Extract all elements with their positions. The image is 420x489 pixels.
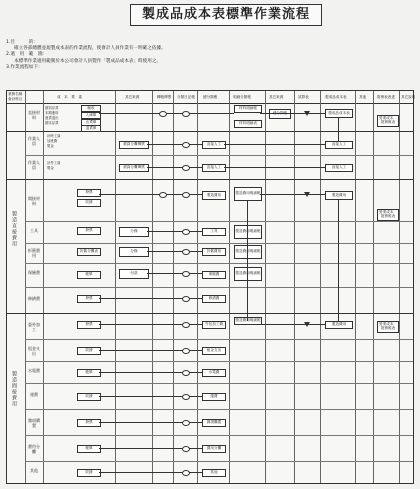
row-divider: [25, 461, 413, 462]
flow-line: [224, 144, 325, 145]
connector-dot: [182, 420, 190, 426]
row-expense-label: 費用分攤: [28, 444, 40, 454]
doc-box: 發票: [77, 295, 101, 303]
doc-box: 帳單: [77, 271, 101, 279]
voucher-box: 分錄: [119, 227, 149, 237]
section-indirect-label: 製造間接費用: [11, 371, 17, 407]
row-divider: [25, 263, 413, 264]
flow-line: [260, 324, 325, 325]
list-item: 本期進料: [45, 111, 59, 115]
intro-line-5: 3.作業流程如下：: [6, 64, 43, 70]
connector-dot: [182, 249, 190, 255]
connector-dot: [182, 394, 190, 400]
list-item: 計件工資: [47, 161, 61, 165]
ledger-box: 修繕費: [202, 295, 226, 303]
doc-box: 發票: [77, 419, 101, 427]
arrow-marker: [304, 111, 310, 116]
connector-dot: [182, 271, 190, 277]
flow-line: [147, 251, 202, 252]
table-header: [7, 91, 416, 104]
row-divider: [25, 155, 413, 156]
doc-box: 發票: [77, 321, 101, 329]
flow-line: [260, 113, 325, 114]
voucher-box: 薪資分攤傳票: [119, 141, 149, 149]
ledger-box: 材料明細表: [234, 120, 262, 128]
voucher-box: 薪資分攤傳票: [119, 164, 149, 172]
connector-dot: [182, 229, 190, 235]
header-col-ledger: 總分類帳: [203, 95, 218, 99]
doc-box: 收據: [77, 347, 101, 355]
ledger-box: 製造費用明細帳: [234, 225, 262, 239]
row-divider: [25, 339, 413, 340]
ledger-box: 外包加工費: [202, 321, 226, 329]
connector-dot: [182, 322, 190, 328]
ledger-box: 租金支出: [202, 347, 226, 355]
row-utilities-label: 水電費: [28, 368, 40, 373]
list-item: 期初存貨: [45, 106, 59, 110]
row-divider: [25, 409, 413, 410]
labor2-items: [47, 161, 61, 171]
ledger-box: 製造費用: [202, 191, 226, 200]
ledger-box: 雜項購置: [202, 419, 226, 427]
ledger-box: 運費: [202, 393, 226, 401]
flow-line: [247, 201, 248, 321]
finance-box: 營業成本．財務報表: [377, 321, 399, 333]
flow-line: [338, 199, 339, 321]
ledger-box: 製造費用明細帳: [234, 267, 262, 281]
doc-box: 帳單: [77, 445, 101, 453]
list-item: 進貨退出: [45, 116, 59, 120]
row-divider: [7, 313, 413, 314]
intro-line-1: 1.目 的：: [6, 40, 38, 45]
doc-box: 帳單: [77, 369, 101, 377]
header-corner-top: 業務名稱: [8, 92, 23, 96]
product-box: 製造費用: [325, 321, 353, 329]
connector-dot: [182, 370, 190, 376]
doc-box: 收據: [77, 469, 101, 477]
connector-dot: [182, 446, 190, 452]
ledger-box: 保險費: [202, 271, 226, 279]
row-labor1-label: 作業人員: [28, 136, 40, 146]
row-overhead-label: 間接材料: [28, 196, 40, 206]
connector-dot: [182, 111, 190, 117]
labor1-items: [47, 134, 61, 149]
row-divider: [25, 435, 413, 436]
doc-box: 入庫單: [81, 112, 101, 119]
list-item: 期末存貨: [45, 121, 59, 125]
header-col-source1: 其它來源: [125, 95, 140, 99]
flow-line: [260, 194, 325, 195]
row-repair-label: 修繕費: [28, 296, 40, 301]
ledger-box: 工具: [202, 228, 226, 236]
ledger-box: 製造費用明細帳: [234, 317, 262, 325]
list-item: 獎金: [47, 166, 54, 170]
list-item: 加班費: [47, 139, 58, 143]
ledger-box: 費用分攤: [202, 445, 226, 453]
row-outsourced-label: 委外加工: [28, 322, 40, 332]
doc-box: 驗收: [81, 105, 101, 112]
header-corner-bottom: 會計科目: [8, 97, 23, 101]
doc-box: 出貨單: [81, 119, 101, 126]
row-divider: [25, 383, 413, 384]
ledger-box: 材料明細帳: [234, 105, 262, 113]
ledger-box: 折舊費用: [202, 248, 226, 256]
row-divider: [7, 131, 413, 132]
header-col-note: 其它說明: [401, 95, 416, 99]
ledger-box: 直接人工: [202, 141, 226, 149]
row-depr-label: 折舊費用: [28, 248, 40, 258]
flow-table: [6, 90, 414, 484]
header-col-source2: 其它來源: [269, 95, 284, 99]
list-item: 獎金: [47, 144, 54, 148]
doc-box: 折舊分攤表: [77, 248, 101, 256]
flow-line: [147, 273, 202, 274]
connector-dot: [182, 142, 190, 148]
header-col-cost: 成 本 要 素: [57, 95, 83, 99]
doc-box: 收據: [77, 199, 101, 207]
product-box: 直接人工: [325, 164, 353, 172]
row-misc-label: 雜項購置: [28, 418, 40, 428]
flow-line: [147, 167, 202, 168]
voucher-box: 分錄: [119, 247, 149, 257]
row-divider: [25, 287, 413, 288]
header-col-voucher: 轉帳傳票: [157, 95, 172, 99]
header-col-trial: 試算表: [298, 95, 309, 99]
ledger-box: 直接人工: [202, 164, 226, 172]
connector-dot: [182, 192, 190, 198]
document-title: 製成品成本表標準作業流程: [130, 4, 322, 26]
intro-line-4: 本標準作業適用範圍於本公司會計人員製作「製成品成本表」時使用之。: [14, 58, 162, 64]
product-box: 直接人工: [325, 141, 353, 149]
flow-line: [147, 144, 202, 145]
connector-dot: [182, 470, 190, 476]
ledger-box: 其他: [202, 469, 226, 477]
list-item: 計時工資: [47, 134, 61, 138]
ledger-box: 製造費用明細帳: [234, 187, 262, 201]
finance-box: 營業成本．財務報表: [377, 209, 399, 221]
header-col-product: 製成品成本表: [325, 95, 347, 99]
row-rent-label: 租金支出: [28, 346, 40, 356]
connector-dot: [182, 296, 190, 302]
row-insurance-label: 保險費: [28, 270, 40, 275]
row-freight-label: 運費: [30, 392, 38, 397]
flow-line: [224, 167, 325, 168]
row-tools-label: 工具: [30, 228, 38, 233]
doc-box: 退貨單: [81, 125, 101, 132]
header-col-subledger: 明細分類帳: [233, 95, 251, 99]
flow-line: [338, 117, 339, 141]
connector-dot: [182, 165, 190, 171]
ledger-box: 水電費: [202, 369, 226, 377]
arrow-marker: [304, 322, 310, 327]
finance-box: 營業成本．財務報表: [377, 115, 399, 127]
connector-dot: [159, 192, 167, 198]
row-labor2-label: 作業人員: [28, 160, 40, 170]
product-box: 製造費用: [325, 191, 353, 200]
intro-line-3: 2.適 用 範 圍：: [6, 52, 48, 58]
doc-box: 收據: [77, 393, 101, 401]
voucher-box: 付款: [119, 269, 149, 279]
header-col-finance: 財務表表達: [377, 95, 395, 99]
header-col-other: 其他: [359, 95, 367, 99]
product-box: 製成品成本表: [325, 109, 353, 118]
row-divider: [7, 179, 413, 180]
ledger-box: 總分類帳: [269, 109, 291, 119]
intro-line-2: 確立各部總體並規製成本表的作業流程，使會計人員作業有一明確之依據。: [14, 46, 166, 52]
section-direct-label: 製造直接費用: [11, 211, 17, 247]
row-divider: [25, 221, 413, 222]
material-items: [45, 106, 59, 126]
arrow-marker: [304, 192, 310, 197]
doc-box: 發票: [77, 189, 101, 197]
row-other-label: 其他: [30, 468, 38, 473]
connector-dot: [182, 348, 190, 354]
row-divider: [25, 361, 413, 362]
row-material-label: 直接材料: [28, 110, 40, 120]
doc-box: 發票: [77, 227, 101, 235]
intro-text: [6, 40, 406, 71]
ledger-box: 製造費用明細帳: [234, 245, 262, 259]
row-divider: [25, 243, 413, 244]
flow-line: [147, 231, 202, 232]
header-col-journal: 分類日記帳: [177, 95, 195, 99]
connector-dot: [159, 111, 167, 117]
